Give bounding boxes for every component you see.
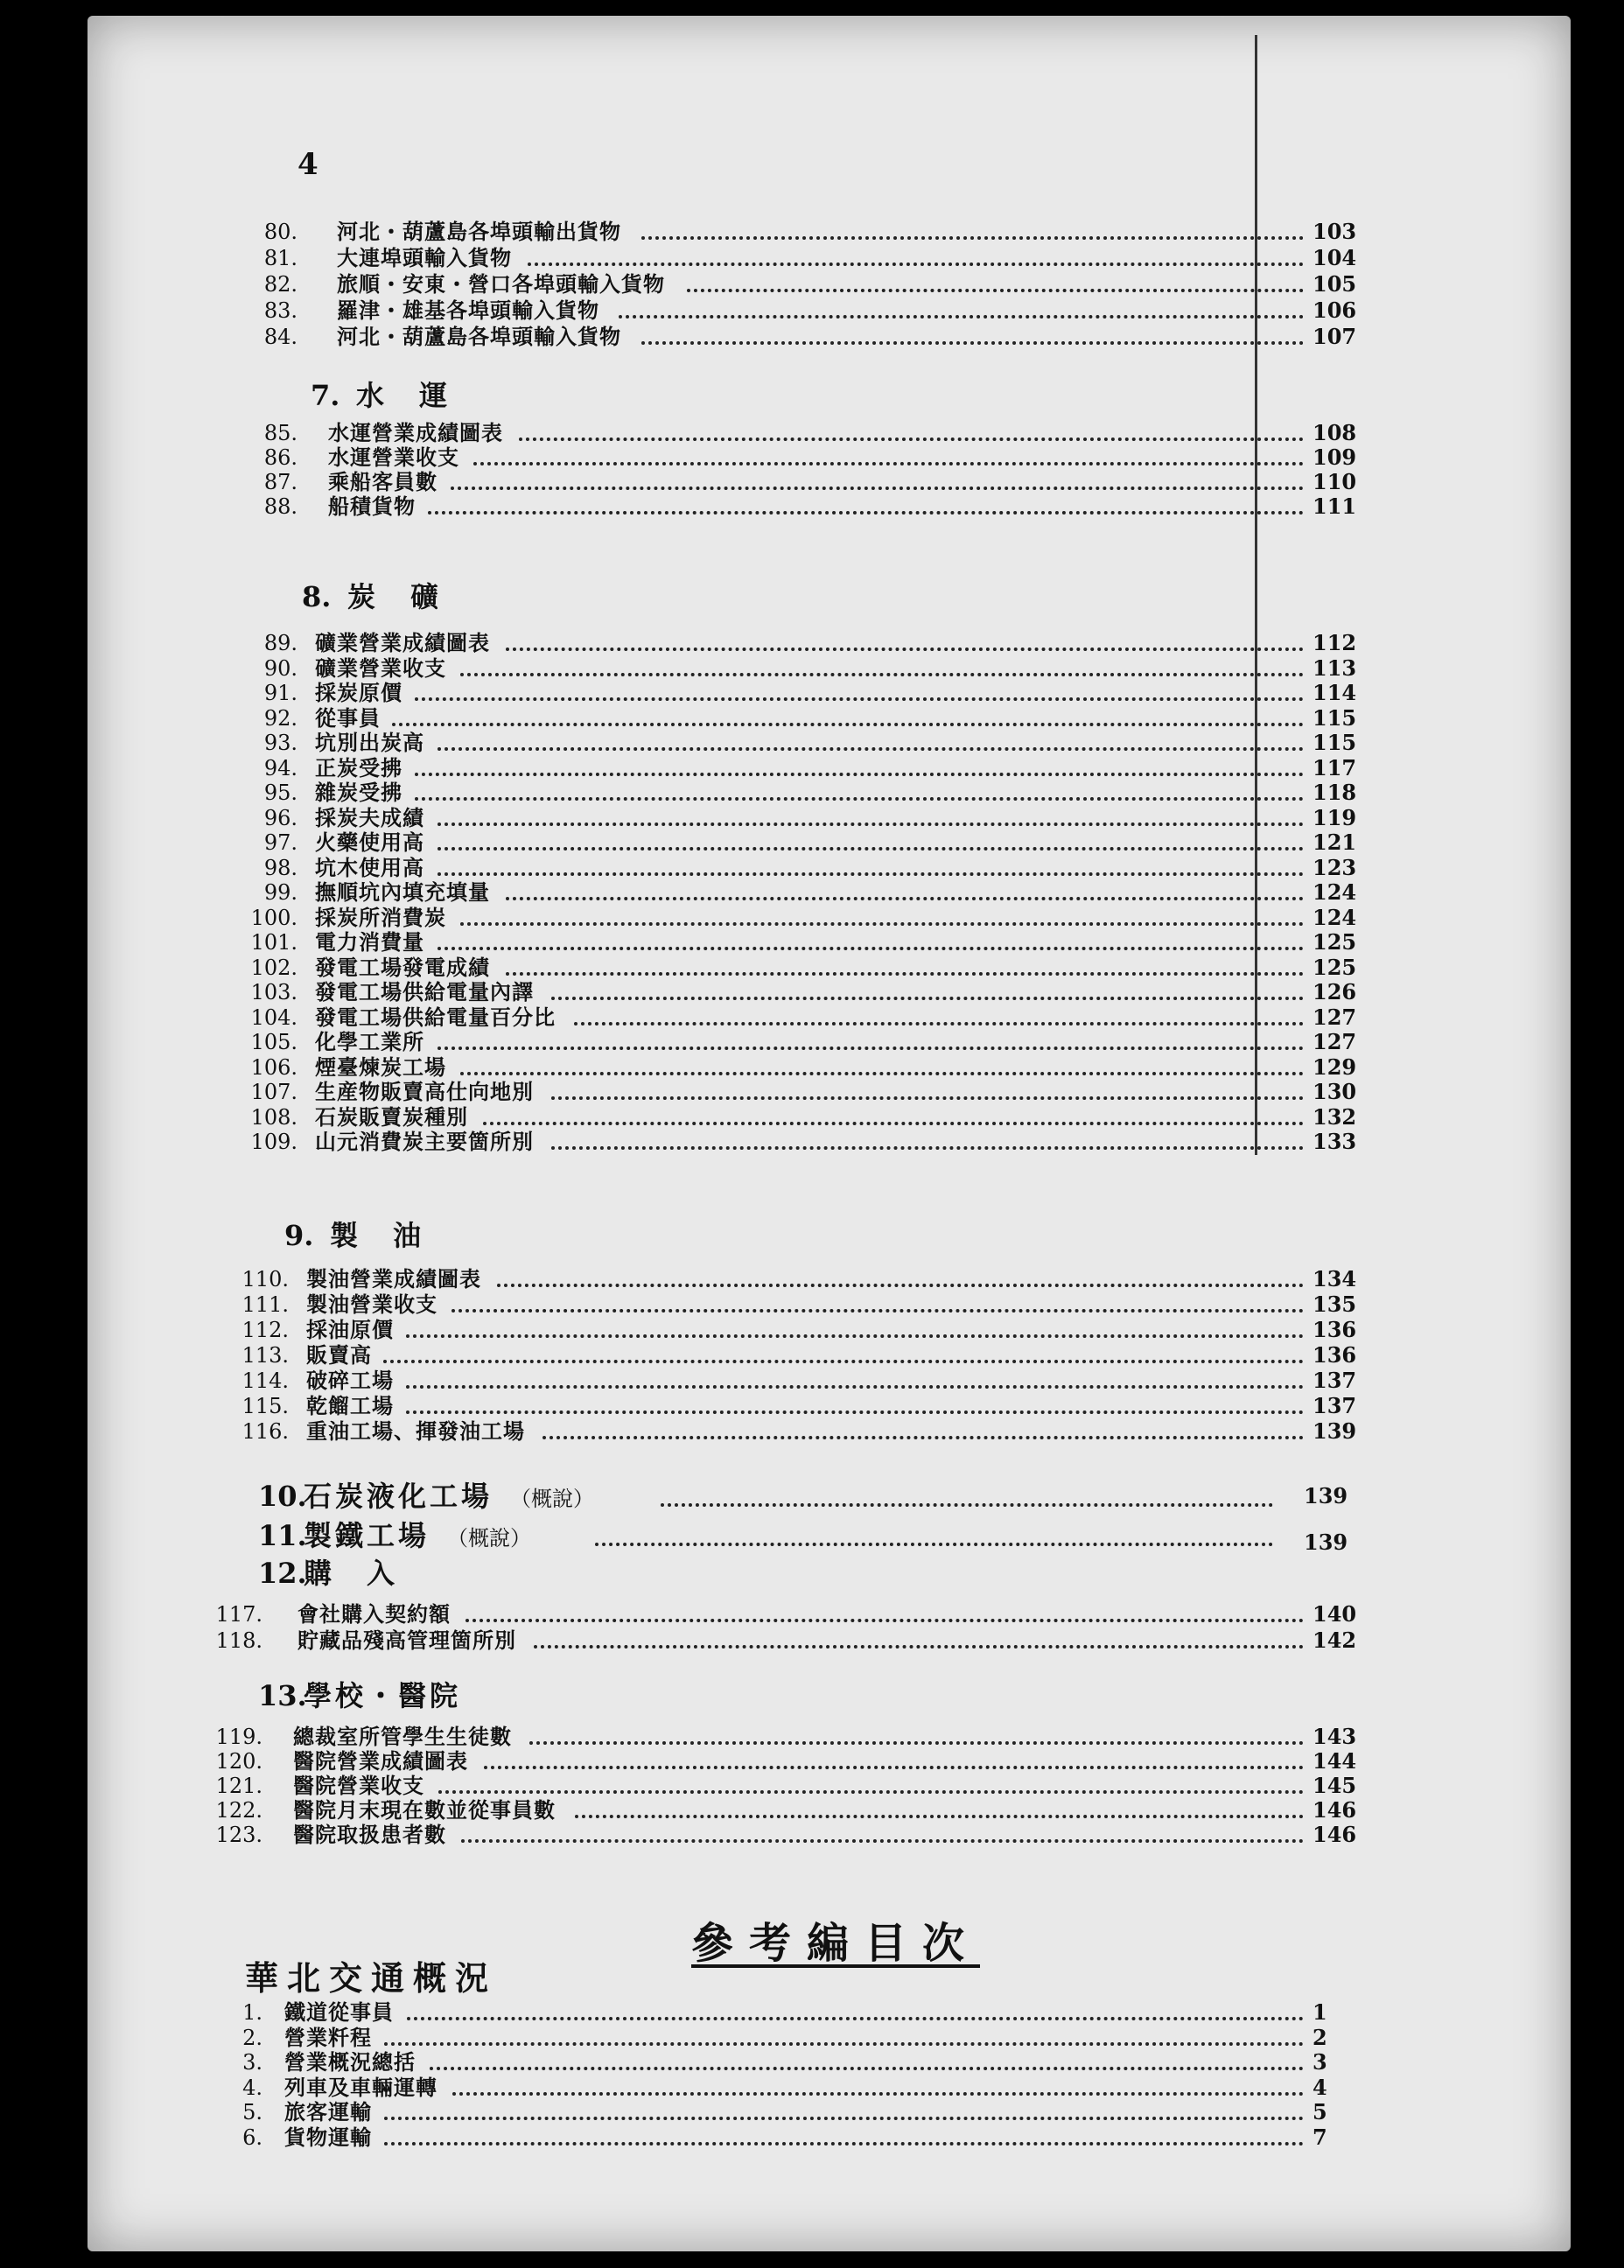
entry-title: 煙臺煉炭工場 bbox=[315, 1054, 446, 1080]
entry-number: 89. bbox=[263, 631, 298, 655]
entry-number: 4. bbox=[242, 2075, 262, 2100]
entry-title: 石炭販賣炭種別 bbox=[315, 1103, 468, 1130]
entry-title: 旅順・安東・營口各埠頭輸入貨物 bbox=[337, 271, 665, 297]
page-number: 4 bbox=[298, 147, 318, 182]
entry-number: 90. bbox=[263, 655, 298, 681]
entry-number: 112. bbox=[242, 1318, 289, 1342]
toc-entry bbox=[0, 1628, 1400, 1654]
entry-number: 109. bbox=[250, 1130, 298, 1154]
entry-title: 採炭原價 bbox=[315, 680, 402, 705]
entry-number: 5. bbox=[242, 2100, 262, 2124]
dot-leader bbox=[384, 2142, 1304, 2146]
dot-leader bbox=[406, 1410, 1304, 1414]
dot-leader bbox=[461, 1839, 1304, 1843]
entry-title: 大連埠頭輸入貨物 bbox=[337, 245, 512, 270]
entry-number: 93. bbox=[263, 731, 298, 755]
dot-leader bbox=[430, 2067, 1304, 2070]
entry-title: 河北・葫蘆島各埠頭輸出貨物 bbox=[337, 219, 621, 244]
entry-title: 水運營業成績圖表 bbox=[328, 420, 503, 445]
dot-leader bbox=[438, 1790, 1304, 1794]
dot-leader bbox=[438, 747, 1304, 751]
entry-page: 144 bbox=[1312, 1748, 1357, 1774]
entry-page: 125 bbox=[1312, 929, 1357, 955]
section-11-header bbox=[258, 1518, 1396, 1553]
dot-leader bbox=[551, 997, 1304, 1000]
toc-entry bbox=[0, 1342, 1400, 1368]
entry-number: 96. bbox=[263, 805, 298, 830]
dot-leader bbox=[452, 2092, 1304, 2096]
section-number: 7. bbox=[311, 379, 340, 412]
toc-entry bbox=[0, 2099, 1400, 2125]
entry-title: 水運營業收支 bbox=[328, 444, 459, 470]
dot-leader bbox=[428, 511, 1304, 514]
entry-page: 136 bbox=[1312, 1342, 1357, 1368]
toc-entry bbox=[0, 2049, 1400, 2076]
section-9-header bbox=[284, 1218, 424, 1253]
toc-entry bbox=[0, 1393, 1400, 1419]
toc-entry bbox=[0, 955, 1400, 981]
entry-title: 採炭夫成績 bbox=[315, 804, 424, 830]
dot-leader bbox=[384, 2042, 1304, 2046]
toc-entry bbox=[0, 298, 1400, 324]
dot-leader bbox=[687, 289, 1304, 292]
dot-leader bbox=[473, 462, 1304, 466]
section-title: 製鐵工場 bbox=[304, 1519, 430, 1552]
dot-leader bbox=[595, 1543, 1273, 1546]
entry-number: 119. bbox=[215, 1725, 262, 1749]
entry-title: 電力消費量 bbox=[315, 929, 424, 955]
toc-entry bbox=[0, 655, 1400, 682]
toc-entry bbox=[0, 780, 1400, 806]
toc-entry bbox=[0, 324, 1400, 350]
toc-entry bbox=[0, 979, 1400, 1005]
toc-entry bbox=[0, 271, 1400, 298]
entry-title: 山元消費炭主要箇所別 bbox=[315, 1129, 534, 1154]
entry-number: 115. bbox=[242, 1394, 289, 1418]
entry-title: 採油原價 bbox=[306, 1317, 394, 1342]
entry-page: 115 bbox=[1312, 704, 1357, 731]
section-13-header bbox=[258, 1678, 461, 1713]
entry-page: 134 bbox=[1312, 1266, 1357, 1292]
dot-leader bbox=[575, 1815, 1304, 1818]
toc-entry bbox=[0, 1104, 1400, 1130]
entry-title: 河北・葫蘆島各埠頭輸入貨物 bbox=[337, 324, 621, 349]
entry-page: 103 bbox=[1312, 219, 1357, 244]
entry-page: 1 bbox=[1312, 1999, 1327, 2025]
entry-page: 118 bbox=[1312, 780, 1357, 805]
entry-title: 正炭受拂 bbox=[315, 754, 402, 780]
entry-number: 116. bbox=[242, 1419, 289, 1444]
entry-page: 2 bbox=[1312, 2024, 1327, 2050]
entry-title: 重油工場、揮發油工場 bbox=[306, 1418, 525, 1444]
entry-number: 121. bbox=[215, 1774, 262, 1798]
entry-number: 2. bbox=[242, 2025, 262, 2050]
entry-number: 99. bbox=[263, 880, 298, 905]
section-number: 8. bbox=[302, 580, 332, 613]
toc-entry bbox=[0, 219, 1400, 245]
dot-leader bbox=[661, 1503, 1273, 1507]
entry-title: 製油營業成績圖表 bbox=[306, 1266, 481, 1292]
entry-page: 139 bbox=[1312, 1418, 1357, 1444]
toc-entry bbox=[0, 929, 1400, 956]
entry-number: 103. bbox=[250, 980, 298, 1004]
entry-page: 137 bbox=[1312, 1393, 1357, 1418]
entry-title: 坑別出炭高 bbox=[315, 730, 424, 755]
toc-entry bbox=[0, 245, 1400, 271]
entry-page: 113 bbox=[1312, 654, 1357, 681]
toc-entry bbox=[0, 1029, 1400, 1055]
entry-page: 3 bbox=[1312, 2049, 1327, 2075]
entry-title: 貨物運輸 bbox=[284, 2124, 372, 2150]
section-7-header bbox=[311, 378, 451, 413]
toc-entry bbox=[0, 1079, 1400, 1105]
entry-title: 醫院月末現在數並從事員數 bbox=[293, 1797, 556, 1823]
toc-entry bbox=[0, 1054, 1400, 1081]
toc-entry bbox=[0, 879, 1400, 906]
dot-leader bbox=[619, 315, 1304, 318]
entry-number: 123. bbox=[215, 1823, 262, 1847]
dot-leader bbox=[406, 1385, 1304, 1389]
entry-title: 販賣高 bbox=[306, 1342, 372, 1368]
entry-title: 發電工場供給電量內譯 bbox=[315, 979, 534, 1004]
entry-title: 雜炭受拂 bbox=[315, 780, 402, 805]
entry-page: 112 bbox=[1312, 630, 1357, 655]
section-subtitle: （概說） bbox=[510, 1487, 595, 1511]
entry-title: 列車及車輛運轉 bbox=[284, 2074, 438, 2100]
toc-entry bbox=[0, 2025, 1400, 2051]
entry-page: 5 bbox=[1312, 2099, 1327, 2124]
entry-title: 貯藏品殘高管理箇所別 bbox=[298, 1628, 516, 1653]
entry-page: 126 bbox=[1312, 979, 1357, 1004]
entry-page: 136 bbox=[1312, 1317, 1357, 1342]
dot-leader bbox=[451, 486, 1304, 490]
toc-entry bbox=[0, 469, 1400, 495]
toc-entry bbox=[0, 1724, 1400, 1750]
entry-number: 110. bbox=[242, 1267, 289, 1292]
toc-entry bbox=[0, 1292, 1400, 1318]
toc-entry bbox=[0, 1129, 1400, 1155]
entry-number: 122. bbox=[215, 1798, 262, 1823]
entry-number: 83. bbox=[263, 298, 298, 323]
dot-leader bbox=[574, 1022, 1304, 1026]
dot-leader bbox=[497, 1284, 1304, 1287]
toc-entry bbox=[0, 2124, 1400, 2151]
entry-page: 110 bbox=[1312, 469, 1357, 494]
toc-entry bbox=[0, 2075, 1400, 2101]
entry-number: 85. bbox=[263, 421, 298, 445]
entry-page: 123 bbox=[1312, 854, 1357, 880]
dot-leader bbox=[383, 1360, 1304, 1363]
dot-leader bbox=[438, 822, 1304, 826]
reference-title: 參考編目次 bbox=[691, 1919, 981, 1968]
toc-entry bbox=[0, 1822, 1400, 1848]
entry-page: 146 bbox=[1312, 1797, 1357, 1823]
toc-entry bbox=[0, 1748, 1400, 1774]
entry-title: 發電工場供給電量百分比 bbox=[315, 1004, 556, 1030]
toc-entry bbox=[0, 1999, 1400, 2026]
entry-number: 87. bbox=[263, 470, 298, 494]
entry-number: 80. bbox=[263, 220, 298, 244]
entry-page: 137 bbox=[1312, 1368, 1357, 1393]
entry-page: 114 bbox=[1312, 680, 1357, 705]
toc-entry bbox=[0, 444, 1400, 471]
entry-title: 乾餾工場 bbox=[306, 1393, 394, 1418]
section-title: 購 入 bbox=[304, 1557, 399, 1590]
reference-subtitle: 華北交通概況 bbox=[245, 1958, 498, 1998]
entry-page: 108 bbox=[1312, 420, 1357, 445]
entry-title: 鐵道從事員 bbox=[284, 1999, 394, 2025]
entry-number: 81. bbox=[263, 246, 298, 270]
section-number: 9. bbox=[284, 1219, 314, 1252]
entry-page: 129 bbox=[1312, 1054, 1357, 1080]
entry-title: 發電工場發電成績 bbox=[315, 954, 490, 980]
entry-page: 105 bbox=[1312, 271, 1357, 297]
entry-number: 95. bbox=[263, 780, 298, 805]
entry-page: 125 bbox=[1312, 954, 1357, 980]
dot-leader bbox=[438, 872, 1304, 876]
toc-entry bbox=[0, 805, 1400, 831]
entry-number: 84. bbox=[263, 325, 298, 349]
entry-page: 135 bbox=[1312, 1292, 1357, 1317]
section-title: 炭 礦 bbox=[347, 580, 443, 613]
entry-number: 108. bbox=[250, 1104, 298, 1130]
dot-leader bbox=[551, 1146, 1304, 1150]
entry-page: 104 bbox=[1312, 245, 1357, 270]
toc-entry bbox=[0, 494, 1400, 520]
toc-entry bbox=[0, 1368, 1400, 1394]
toc-entry bbox=[0, 855, 1400, 881]
dot-leader bbox=[542, 1436, 1304, 1439]
section-title: 水 運 bbox=[356, 379, 452, 412]
entry-number: 104. bbox=[250, 1004, 298, 1030]
section-number: 11. bbox=[258, 1519, 307, 1552]
entry-page: 145 bbox=[1312, 1773, 1357, 1798]
toc-entry bbox=[0, 630, 1400, 656]
entry-number: 1. bbox=[242, 2000, 262, 2025]
entry-number: 88. bbox=[263, 494, 298, 519]
dot-leader bbox=[641, 341, 1304, 345]
entry-number: 86. bbox=[263, 445, 298, 470]
dot-leader bbox=[452, 1309, 1304, 1312]
entry-page: 124 bbox=[1312, 879, 1357, 905]
dot-leader bbox=[392, 723, 1304, 726]
entry-title: 火藥使用高 bbox=[315, 830, 424, 855]
section-title: 學校・醫院 bbox=[304, 1679, 462, 1712]
toc-entry bbox=[0, 1317, 1400, 1343]
toc-entry bbox=[0, 1797, 1400, 1824]
section-8-header bbox=[302, 579, 442, 614]
entry-page: 121 bbox=[1312, 830, 1357, 855]
section-title: 製 油 bbox=[330, 1219, 425, 1252]
entry-page: 107 bbox=[1312, 324, 1357, 349]
entry-number: 120. bbox=[215, 1749, 262, 1774]
entry-number: 82. bbox=[263, 272, 298, 297]
entry-page: 109 bbox=[1312, 444, 1357, 470]
entry-page: 139 bbox=[1304, 1483, 1348, 1508]
entry-page: 115 bbox=[1312, 730, 1357, 755]
entry-number: 98. bbox=[263, 855, 298, 880]
entry-number: 91. bbox=[263, 681, 298, 705]
entry-page: 7 bbox=[1312, 2124, 1327, 2150]
entry-title: 醫院營業收支 bbox=[293, 1773, 424, 1798]
section-title: 石炭液化工場 bbox=[304, 1480, 494, 1513]
dot-leader bbox=[484, 1766, 1304, 1769]
toc-entry bbox=[0, 705, 1400, 732]
entry-page: 130 bbox=[1312, 1079, 1357, 1104]
entry-page: 4 bbox=[1312, 2074, 1327, 2100]
section-subtitle: （概說） bbox=[447, 1526, 532, 1550]
entry-number: 111. bbox=[242, 1292, 289, 1317]
toc-entry bbox=[0, 1601, 1400, 1628]
entry-title: 營業概況總括 bbox=[284, 2049, 416, 2075]
dot-leader bbox=[460, 1072, 1304, 1075]
entry-number: 92. bbox=[263, 705, 298, 731]
dot-leader bbox=[384, 2117, 1304, 2120]
dot-leader bbox=[506, 897, 1304, 900]
entry-page: 127 bbox=[1312, 1004, 1357, 1030]
section-number: 13. bbox=[258, 1679, 307, 1712]
dot-leader bbox=[466, 1619, 1304, 1622]
entry-number: 3. bbox=[242, 2050, 262, 2075]
entry-number: 102. bbox=[250, 955, 298, 980]
section-10-header bbox=[258, 1479, 1396, 1514]
entry-title: 採炭所消費炭 bbox=[315, 904, 446, 930]
toc-entry bbox=[0, 1418, 1400, 1445]
entry-title: 坑木使用高 bbox=[315, 854, 424, 880]
toc-entry bbox=[0, 755, 1400, 781]
entry-title: 破碎工場 bbox=[306, 1368, 394, 1393]
dot-leader bbox=[519, 438, 1304, 441]
entry-page: 133 bbox=[1312, 1129, 1357, 1154]
entry-title: 總裁室所管學生生徒數 bbox=[293, 1724, 512, 1749]
dot-leader bbox=[534, 1645, 1304, 1648]
section-number: 12. bbox=[258, 1557, 307, 1590]
entry-number: 94. bbox=[263, 755, 298, 780]
entry-page: 106 bbox=[1312, 298, 1357, 323]
entry-title: 礦業營業收支 bbox=[315, 654, 446, 681]
entry-title: 羅津・雄基各埠頭輸入貨物 bbox=[337, 298, 599, 323]
dot-leader bbox=[528, 262, 1304, 266]
entry-page: 139 bbox=[1304, 1530, 1348, 1555]
toc-entry bbox=[0, 1773, 1400, 1799]
dot-leader bbox=[415, 773, 1304, 776]
entry-title: 醫院取扱患者數 bbox=[293, 1822, 446, 1847]
entry-page: 146 bbox=[1312, 1822, 1357, 1847]
dot-leader bbox=[406, 1334, 1304, 1338]
entry-number: 107. bbox=[250, 1080, 298, 1104]
dot-leader bbox=[529, 1741, 1304, 1745]
entry-page: 117 bbox=[1312, 754, 1357, 780]
entry-number: 6. bbox=[242, 2124, 262, 2150]
entry-title: 旅客運輸 bbox=[284, 2099, 372, 2124]
entry-number: 101. bbox=[250, 930, 298, 955]
entry-number: 114. bbox=[242, 1368, 289, 1393]
dot-leader bbox=[415, 797, 1304, 801]
dot-leader bbox=[438, 1046, 1304, 1050]
entry-title: 礦業營業成績圖表 bbox=[315, 630, 490, 655]
entry-page: 142 bbox=[1312, 1628, 1357, 1653]
toc-entry bbox=[0, 680, 1400, 706]
dot-leader bbox=[483, 1122, 1304, 1125]
entry-title: 生産物販賣高仕向地別 bbox=[315, 1079, 534, 1104]
entry-title: 乘船客員數 bbox=[328, 469, 438, 494]
entry-page: 127 bbox=[1312, 1029, 1357, 1054]
entry-number: 105. bbox=[250, 1030, 298, 1054]
entry-title: 醫院營業成績圖表 bbox=[293, 1748, 468, 1774]
dot-leader bbox=[460, 922, 1304, 926]
toc-entry bbox=[0, 1004, 1400, 1031]
dot-leader bbox=[641, 236, 1304, 240]
dot-leader bbox=[506, 972, 1304, 976]
section-12-header bbox=[258, 1556, 398, 1591]
entry-title: 船積貨物 bbox=[328, 494, 416, 519]
entry-title: 從事員 bbox=[315, 704, 381, 731]
entry-title: 會社購入契約額 bbox=[298, 1601, 451, 1627]
dot-leader bbox=[407, 2017, 1304, 2020]
dot-leader bbox=[415, 697, 1304, 701]
toc-entry bbox=[0, 905, 1400, 931]
section-number: 10. bbox=[258, 1480, 307, 1513]
dot-leader bbox=[506, 648, 1304, 651]
dot-leader bbox=[438, 847, 1304, 850]
toc-entry bbox=[0, 730, 1400, 756]
entry-page: 140 bbox=[1312, 1601, 1357, 1627]
entry-page: 132 bbox=[1312, 1103, 1357, 1130]
entry-title: 撫順坑內填充填量 bbox=[315, 879, 490, 905]
entry-page: 124 bbox=[1312, 904, 1357, 930]
entry-number: 106. bbox=[250, 1054, 298, 1080]
entry-title: 化學工業所 bbox=[315, 1029, 424, 1054]
entry-page: 111 bbox=[1312, 494, 1357, 519]
entry-number: 118. bbox=[215, 1628, 262, 1653]
toc-entry bbox=[0, 420, 1400, 446]
toc-entry bbox=[0, 830, 1400, 856]
entry-number: 97. bbox=[263, 830, 298, 855]
entry-page: 143 bbox=[1312, 1724, 1357, 1749]
dot-leader bbox=[460, 673, 1304, 676]
entry-number: 117. bbox=[215, 1602, 262, 1627]
dot-leader bbox=[438, 947, 1304, 950]
entry-page: 119 bbox=[1312, 804, 1357, 830]
entry-title: 製油營業收支 bbox=[306, 1292, 438, 1317]
toc-entry bbox=[0, 1266, 1400, 1292]
dot-leader bbox=[551, 1096, 1304, 1100]
entry-number: 113. bbox=[242, 1343, 289, 1368]
entry-title: 營業粁程 bbox=[284, 2024, 372, 2050]
entry-number: 100. bbox=[250, 905, 298, 930]
